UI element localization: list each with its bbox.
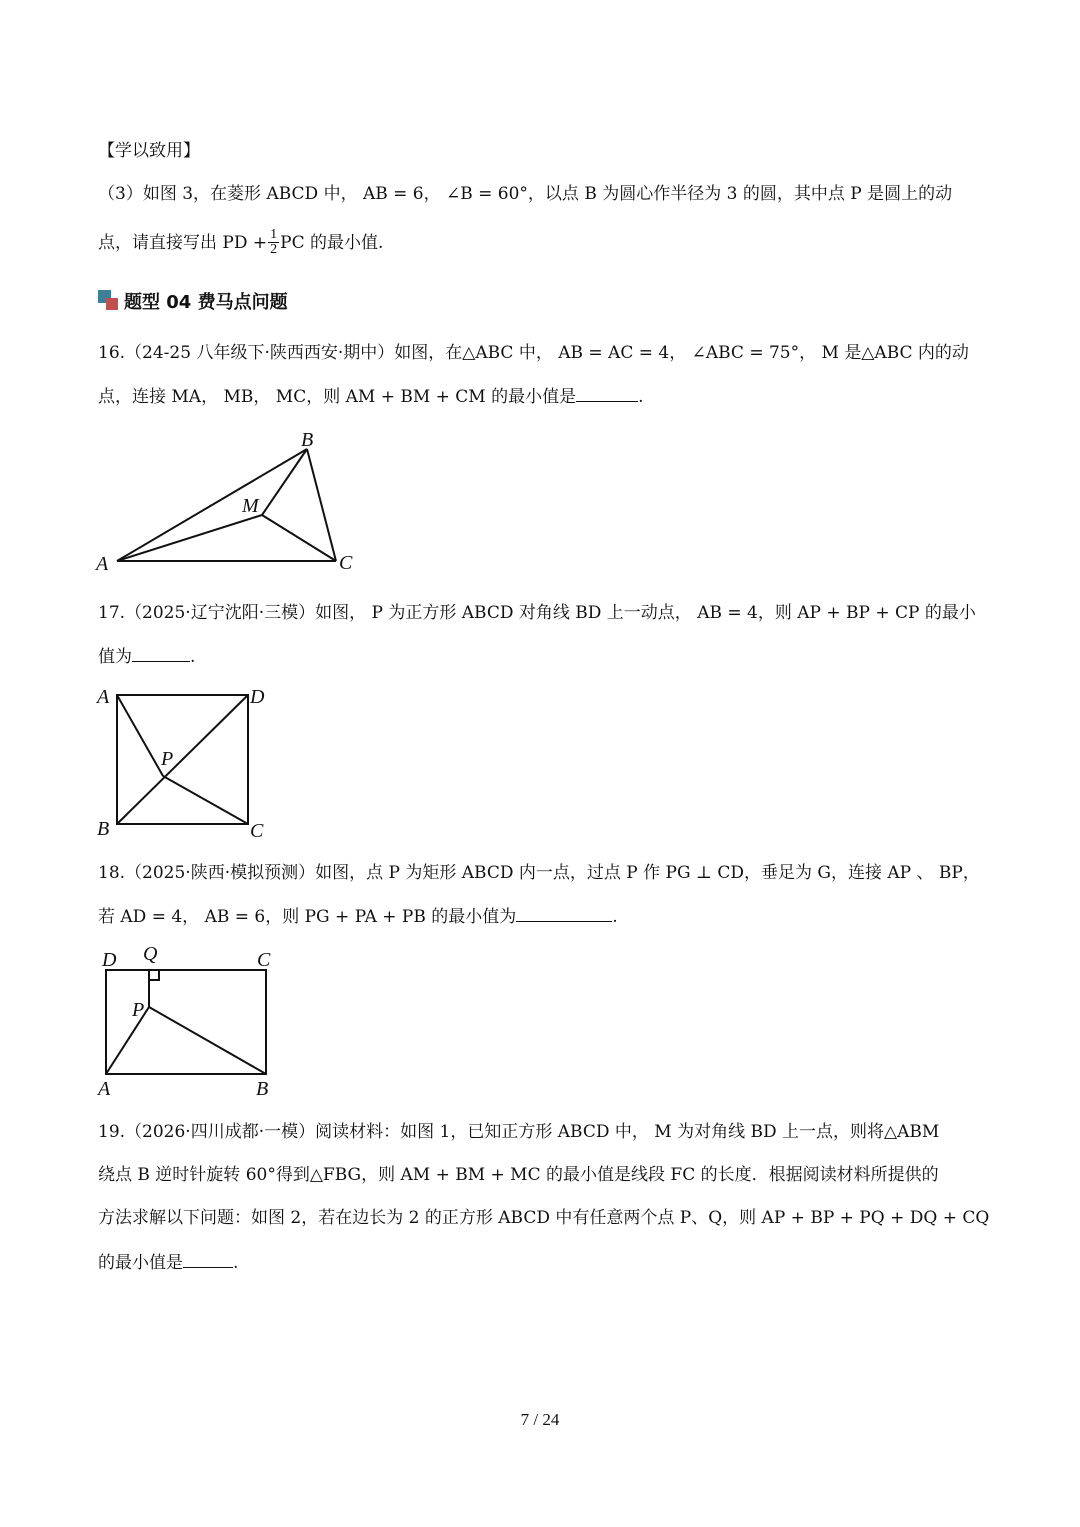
problem-17-line1: 17.（2025·辽宁沈阳·三模）如图， P 为正方形 ABCD 对角线 BD 上一动点， AB = 4，则 AP + BP + CP 的最小 (98, 603, 976, 623)
frac-numerator: 1 (270, 227, 278, 242)
q3-line1: （3）如图 3，在菱形 ABCD 中， AB = 6， ∠B = 60°，以点 B 为圆心作半径为 3 的圆，其中点 P 是圆上的动 (98, 184, 953, 204)
problem-19-line4 (98, 1251, 238, 1274)
label-Q: Q (143, 943, 158, 965)
section-label: 【学以致用】 (98, 141, 200, 161)
label-C: C (339, 552, 353, 574)
problem-19-text: 的最小值是 (98, 1253, 183, 1273)
label-A: A (97, 686, 110, 708)
frac-denominator: 2 (270, 242, 278, 257)
label-B: B (97, 818, 110, 840)
problem-18-line1: 18.（2025·陕西·模拟预测）如图，点 P 为矩形 ABCD 内一点，过点 P 作 PG ⊥ CD，垂足为 G，连接 AP 、 BP， (98, 863, 980, 883)
period: . (190, 647, 196, 667)
label-B: B (256, 1078, 269, 1100)
label-A: A (96, 553, 109, 575)
label-D: D (102, 949, 117, 971)
page-number: 7 / 24 (520, 1410, 560, 1429)
q3-line2-post: PC 的最小值. (280, 232, 384, 253)
label-M: M (242, 495, 259, 517)
label-B: B (301, 429, 314, 451)
answer-blank (183, 1251, 233, 1268)
label-P: P (161, 748, 174, 770)
problem-17-text: 值为 (98, 647, 132, 667)
period: . (233, 1253, 239, 1273)
q3-line2-pre: 点，请直接写出 PD + (98, 232, 268, 253)
section-title: 题型 04 费马点问题 (124, 292, 288, 313)
label-C: C (250, 820, 264, 842)
problem-16-text: 点，连接 MA， MB， MC，则 AM + BM + CM 的最小值是 (98, 387, 577, 407)
problem-16-line1: 16.（24-25 八年级下·陕西西安·期中）如图，在△ABC 中， AB = AC = 4， ∠ABC = 75°， M 是△ABC 内的动 (98, 343, 969, 363)
period: . (638, 387, 644, 407)
label-C: C (257, 949, 271, 971)
problem-19-line2: 绕点 B 逆时针旋转 60°得到△FBG，则 AM + BM + MC 的最小值是线段 FC 的长度．根据阅读材料所提供的 (98, 1165, 939, 1185)
problem-19-line3: 方法求解以下问题：如图 2，若在边长为 2 的正方形 ABCD 中有任意两个点 P、Q，则 AP + BP + PQ + DQ + CQ (98, 1208, 990, 1228)
period: . (612, 907, 618, 927)
label-A: A (98, 1078, 111, 1100)
label-P: P (132, 999, 145, 1021)
problem-19-line1: 19.（2026·四川成都·一模）阅读材料：如图 1，已知正方形 ABCD 中， M 为对角线 BD 上一点，则将△ABM (98, 1122, 940, 1142)
label-D: D (250, 686, 265, 708)
problem-18-text: 若 AD = 4， AB = 6，则 PG + PA + PB 的最小值为 (98, 907, 517, 927)
